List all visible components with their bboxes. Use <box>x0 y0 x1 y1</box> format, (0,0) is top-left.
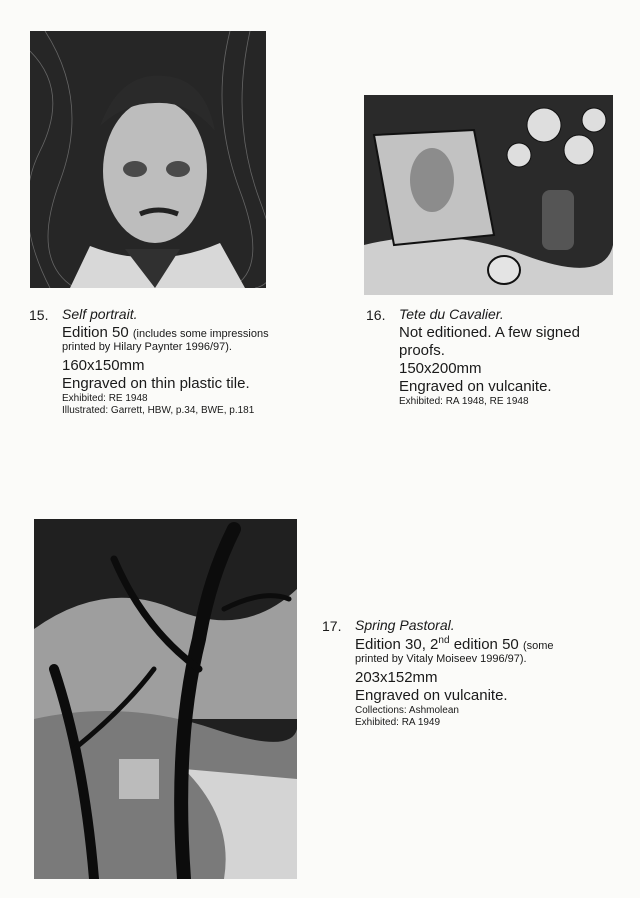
entry-title: Tete du Cavalier. <box>399 306 504 322</box>
entry-number: 16. <box>366 307 386 323</box>
illustrated: Illustrated: Garrett, HBW, p.34, BWE, p.181 <box>62 405 255 416</box>
dimensions: 203x152mm <box>355 669 438 686</box>
exhibited: Exhibited: RA 1949 <box>355 717 441 728</box>
entry-title: Spring Pastoral. <box>355 617 455 633</box>
entry-number: 15. <box>29 307 49 323</box>
edition-note: printed by Vitaly Moiseev 1996/97). <box>355 653 527 665</box>
exhibited: Exhibited: RA 1948, RE 1948 <box>399 396 529 407</box>
collections: Collections: Ashmolean <box>355 705 459 716</box>
dimensions: 160x150mm <box>62 357 145 374</box>
dimensions: 150x200mm <box>399 360 482 377</box>
edition-line: Edition 30, 2nd edition 50 (some <box>355 635 554 653</box>
entry-number: 17. <box>322 618 342 634</box>
tete-du-cavalier-engraving <box>364 95 613 295</box>
medium: Engraved on vulcanite. <box>355 687 508 704</box>
exhibited: Exhibited: RE 1948 <box>62 393 148 404</box>
edition-line-2: proofs. <box>399 342 445 359</box>
edition-note: printed by Hilary Paynter 1996/97). <box>62 341 232 353</box>
spring-pastoral-engraving <box>34 519 297 879</box>
edition-line: Not editioned. A few signed <box>399 324 580 341</box>
self-portrait-engraving <box>30 31 266 288</box>
edition-line: Edition 50 (includes some impressions <box>62 324 269 341</box>
entry-title: Self portrait. <box>62 306 138 322</box>
medium: Engraved on vulcanite. <box>399 378 552 395</box>
medium: Engraved on thin plastic tile. <box>62 375 250 392</box>
